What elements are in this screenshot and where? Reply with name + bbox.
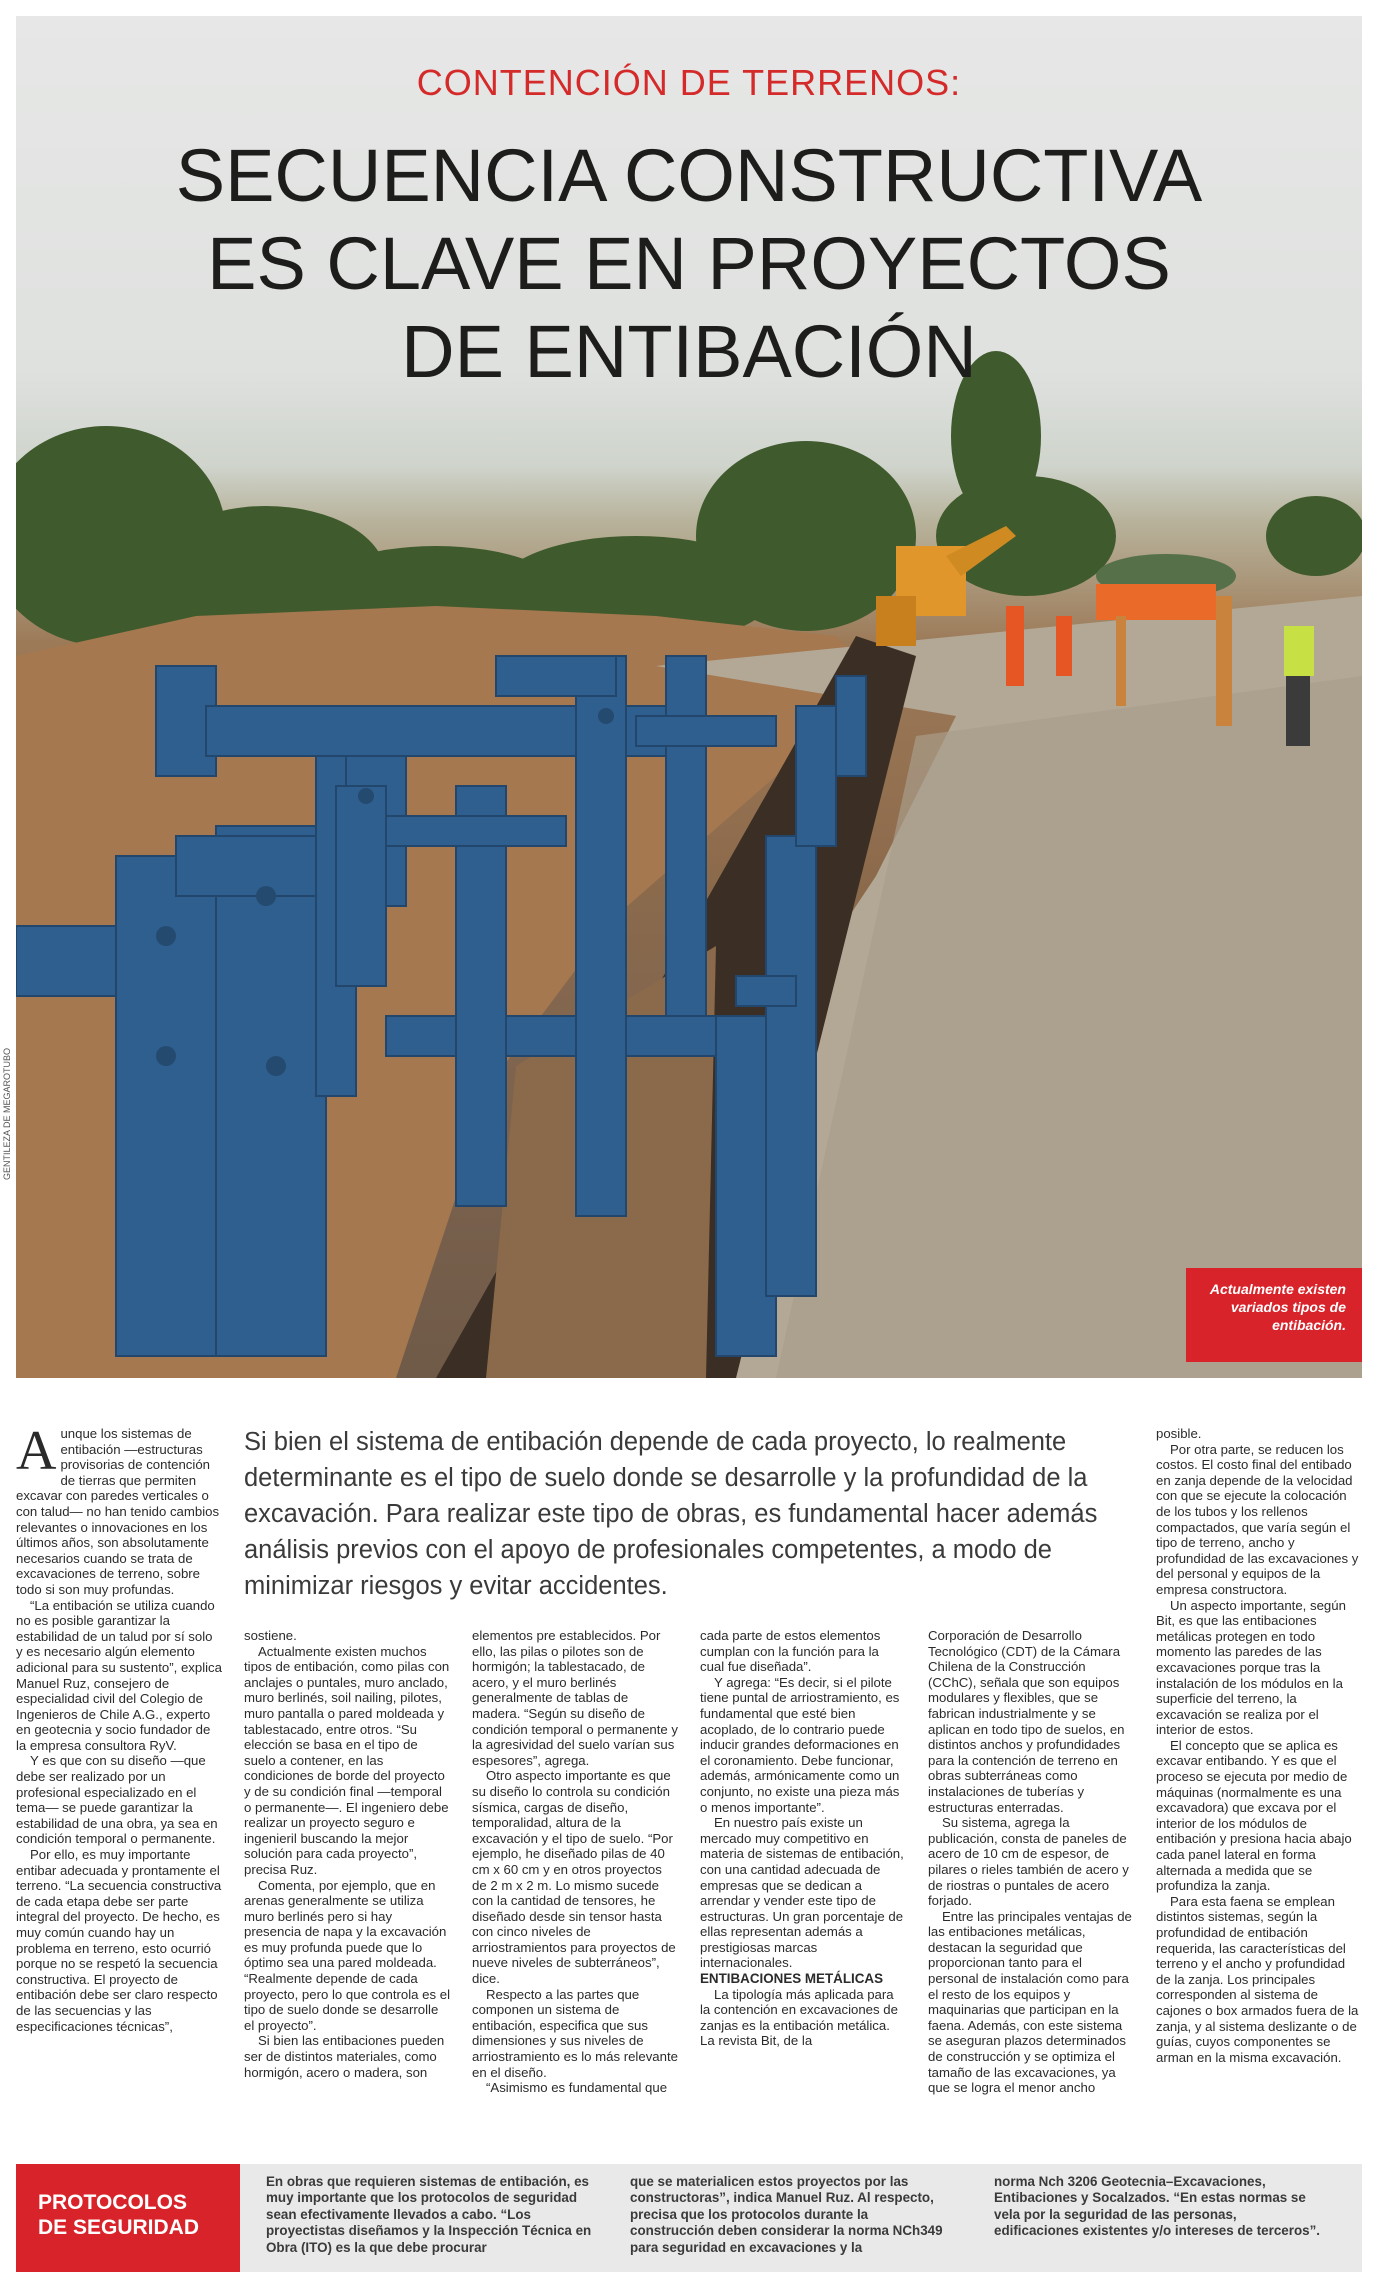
paragraph: Actualmente existen muchos tipos de entibación, como pilas con anclajes o puntales, muro anclado, muro berlinés, soil nailing, pilotes, muro pantalla o pared moldeada y tablestacado, entre otros. “Su elección se basa en el tipo de suelo a contener, en las condiciones de borde del proyecto y de su condición final —temporal o permanente—. El ingeniero debe realizar un proyecto seguro e ingenieril buscando la mejor solución para cada proyecto”, precisa Ruz.: [244, 1643, 450, 1877]
headline-line-3: DE ENTIBACIÓN: [401, 310, 977, 393]
footer-column-3: norma Nch 3206 Geotecnia–Excavaciones, Entibaciones y Socalzados. “En estas normas se vela por la seguridad de las personas, edificaciones existentes y/o intereses de terceros”.: [994, 2174, 1320, 2239]
headline-line-1: SECUENCIA CONSTRUCTIVA: [175, 134, 1203, 217]
body-column-4: [700, 1628, 906, 2049]
hero-photo: [16, 16, 1362, 1378]
headline: [16, 132, 1362, 396]
paragraph: unque los sistemas de entibación —estructuras provisorias de contención de tierras que permiten excavar con paredes verticales o con talud— no han tenido cambios relevantes o innovaciones en los últimos años, son absolutamente necesarios cuando se trata de excavaciones de terreno, sobre todo si son muy profundas.: [16, 1426, 220, 1597]
paragraph: cada parte de estos elementos cumplan con la función para la cual fue diseñada”.: [700, 1628, 881, 1675]
paragraph: Su sistema, agrega la publicación, consta de paneles de acero de 10 cm de espesor, de pilares o rieles también de acero y de riostras o puntales de acero forjado.: [928, 1815, 1129, 1909]
body-column-5: [928, 1628, 1134, 2096]
safety-protocols-tag: [16, 2164, 240, 2272]
paragraph: Para esta faena se emplean distintos sistemas, según la profundidad de entibación requerida, las características del terreno y el ancho y profundidad de la zanja. Los principales corresponden al sistema de cajones o box armados fuera de la zanja, y al sistema deslizante o de guías, cuyos componentes se arman en la misma excavación.: [1156, 1893, 1359, 2065]
paragraph: Por otra parte, se reducen los costos. El costo final del entibado en zanja depende de la velocidad con que se ejecute la colocación de los tubos y los rellenos compactados, que varía según el tipo de terreno, ancho y profundidad de las excavaciones y del personal y equipos de la empresa constructora.: [1156, 1441, 1359, 1597]
paragraph: “La entibación se utiliza cuando no es posible garantizar la estabilidad de un talud por sí solo y es necesario algún elemento adicional para su sustento”, explica Manuel Ruz, consejero de especialidad civil del Colegio de Ingenieros de Chile A.G., experto en geotecnia y socio fundador de la empresa consultora RyV.: [16, 1597, 222, 1753]
paragraph: Corporación de Desarrollo Tecnológico (CDT) de la Cámara Chilena de la Construcción (CChC), señala que son equipos modulares y flexibles, que se fabrican industrialmente y se aplican en todo tipo de suelos, en distintos anchos y profundidades para la contención de terreno en obras subterráneas como instalaciones de tuberías y estructuras enterradas.: [928, 1628, 1125, 1815]
photo-caption: Actualmente existen variados tipos de entibación.: [1186, 1268, 1362, 1362]
headline-line-2: ES CLAVE EN PROYECTOS: [207, 222, 1171, 305]
safety-protocols-box: [16, 2164, 1362, 2272]
tag-line-1: PROTOCOLOS: [38, 2191, 187, 2214]
paragraph: Entre las principales ventajas de las entibaciones metálicas, destacan la seguridad que proporcionan tanto para el personal de instalación como para el resto de los equipos y maquinarias que participan en la faena. Además, con este sistema se aseguran plazos determinados de construcción y se optimiza el tamaño de las excavaciones, ya que se logra el menor ancho: [928, 1908, 1132, 2096]
body-column-3: [472, 1628, 678, 2096]
paragraph: sostiene.: [244, 1628, 297, 1643]
paragraph: Un aspecto importante, según Bit, es que las entibaciones metálicas protegen en todo momento las paredes de las excavaciones porque tras la instalación de los módulos en la superficie del terreno, la excavación se realiza por el interior de estos.: [1156, 1597, 1346, 1738]
paragraph: Y es que con su diseño —que debe ser realizado por un profesional especializado en el tema— se puede garantizar la estabilidad de una obra, ya sea en condición temporal o permanente.: [16, 1753, 218, 1847]
paragraph: La tipología más aplicada para la contención en excavaciones de zanjas es la entibación metálica. La revista Bit, de la: [700, 1986, 898, 2049]
kicker: CONTENCIÓN DE TERRENOS:: [416, 62, 962, 103]
paragraph: posible.: [1156, 1426, 1202, 1441]
paragraph: En nuestro país existe un mercado muy competitivo en materia de sistemas de entibación, con una cantidad adecuada de empresas que se dedican a arrendar y vender este tipo de estructuras. Un gran porcentaje de ellas representan además a prestigiosas marcas internacionales.: [700, 1815, 904, 1971]
footer-column-2: que se materialicen estos proyectos por las constructoras”, indica Manuel Ruz. Al respecto, precisa que los protocolos durante la construcción deben considerar la norma NCh349 para seguridad en excavaciones y la: [630, 2174, 943, 2255]
photo-credit: GENTILEZA DE MEGAROTUBO: [2, 1047, 12, 1180]
paragraph: Y agrega: “Es decir, si el pilote tiene puntal de arriostramiento, es fundamental que esté bien acoplado, de lo contrario puede inducir grandes deformaciones en el coronamiento. Debe funcionar, además, armónicamente como un conjunto, no existe una pieza más o menos importante”.: [700, 1674, 900, 1815]
tag-line-2: DE SEGURIDAD: [38, 2216, 200, 2239]
paragraph: Comenta, por ejemplo, que en arenas generalmente se utiliza muro berlinés pero si hay presencia de napa y la excavación es muy profunda puede que lo óptimo sea una pared moldeada. “Realmente depende de cada proyecto, pero lo que controla es el tipo de suelo donde se desarrolle el proyecto”.: [244, 1877, 450, 2033]
paragraph: El concepto que se aplica es excavar entibando. Y es que el proceso se ejecuta por medio de máquinas (normalmente es una excavadora) que excava por el interior de los módulos de entibación y presiona hacia abajo cada panel lateral en forma alternada a medida que se profundiza la zanja.: [1156, 1737, 1352, 1894]
paragraph: elementos pre establecidos. Por ello, las pilas o pilotes son de hormigón; la tablestacado, de acero, y el muro berlinés generalmente de tablas de madera. “Según su diseño de condición temporal o permanente y la agresividad del suelo varían sus espesores”, agrega.: [472, 1628, 678, 1768]
paragraph: Si bien las entibaciones pueden ser de distintos materiales, como hormigón, acero o madera, son: [244, 2033, 445, 2080]
body-column-2: [244, 1628, 450, 2080]
paragraph: Respecto a las partes que componen un sistema de entibación, especifica que sus dimensiones y sus niveles de arriostramiento es lo más relevante en el diseño.: [472, 1986, 678, 2080]
paragraph: “Asimismo es fundamental que: [486, 2080, 668, 2096]
body-column-1: [16, 1420, 222, 2034]
drop-cap: A: [16, 1420, 57, 1482]
section-subhead: ENTIBACIONES METÁLICAS: [700, 1971, 884, 1987]
body-column-6: [1156, 1426, 1362, 2065]
paragraph: Por ello, es muy importante entibar adecuada y prontamente el terreno. “La secuencia constructiva de cada etapa debe ser parte integral del proyecto. De hecho, es muy común cuando hay un problema en terreno, esto ocurrió porque no se respetó la secuencia constructiva. El proyecto de entibación debe ser claro respecto de las secuencias y las especificaciones técnicas”,: [16, 1847, 222, 2034]
paragraph: Otro aspecto importante es que su diseño lo controla su condición sísmica, cargas de diseño, temporalidad, altura de la excavación y el tipo de suelo. “Por ejemplo, he diseñado pilas de 40 cm x 60 cm y en otros proyectos de 2 m x 2 m. Lo mismo sucede con la cantidad de tensores, he diseñado desde sin tensor hasta con cinco niveles de arriostramientos para proyectos de nueve niveles de subterráneos”, dice.: [472, 1768, 676, 1987]
lead-paragraph: Si bien el sistema de entibación depende de cada proyecto, lo realmente determinante es el tipo de suelo donde se desarrolle y la profundidad de la excavación. Para realizar este tipo de obras, es fundamental hacer además análisis previos con el apoyo de profesionales competentes, a modo de minimizar riesgos y evitar accidentes.: [244, 1428, 1098, 1600]
footer-column-1: En obras que requieren sistemas de entibación, es muy importante que los protocolos de seguridad sean efectivamente llevados a cabo. “Los proyectistas diseñamos y la Inspección Técnica en Obra (ITO) es la que debe procurar: [266, 2174, 592, 2255]
